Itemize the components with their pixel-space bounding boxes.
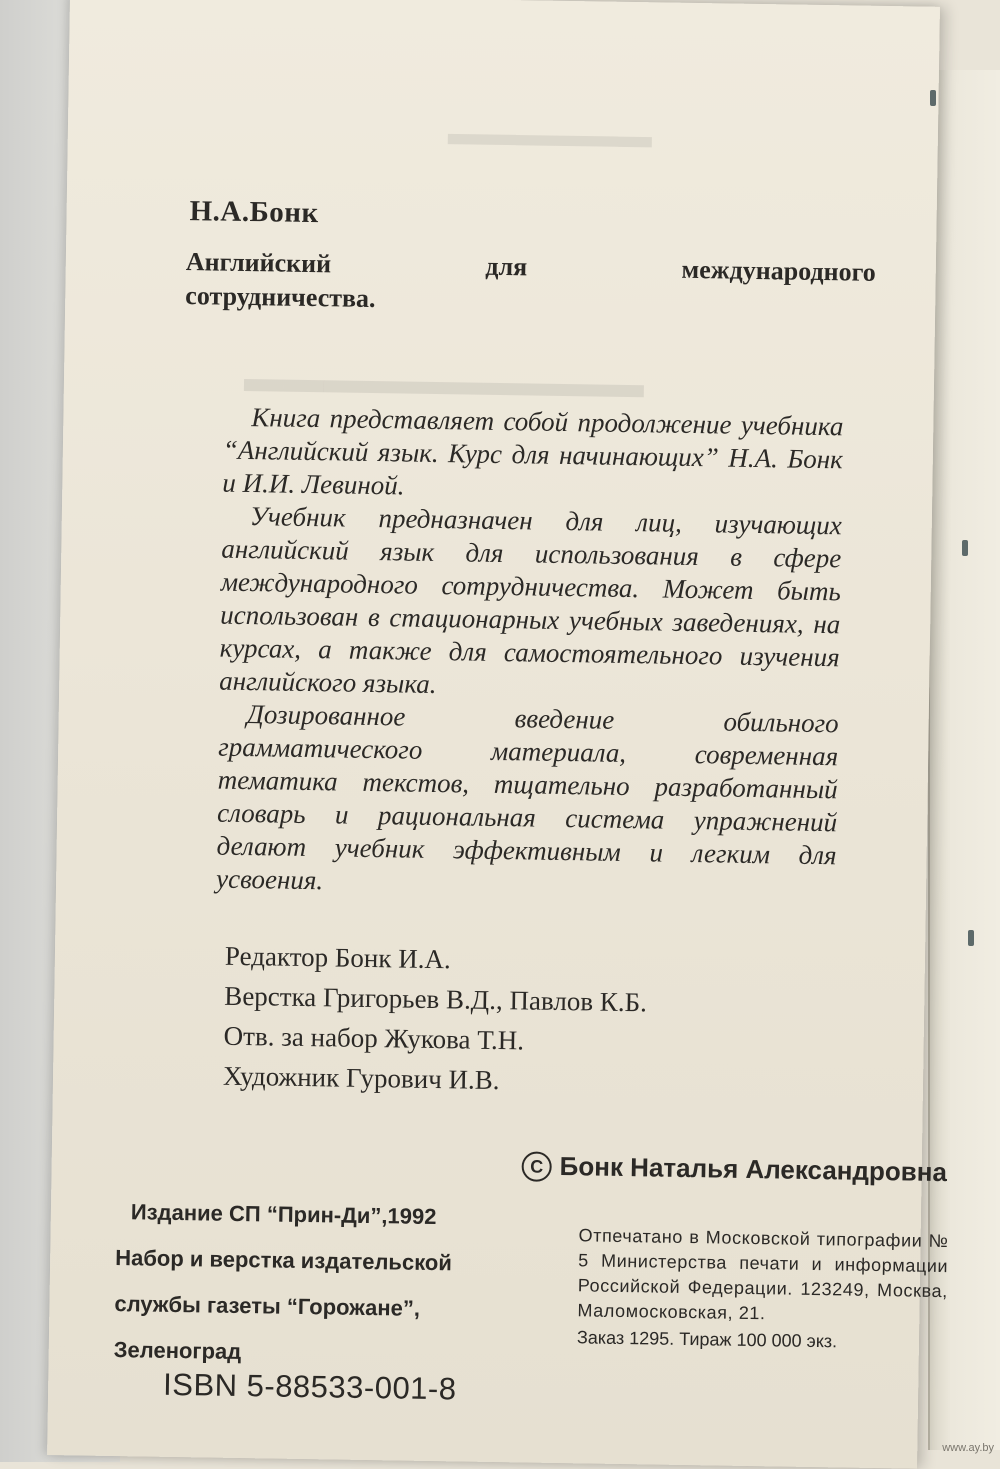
binding-mark [962, 540, 968, 556]
print-run: Заказ 1295. Тираж 100 000 экз. [576, 1327, 838, 1352]
watermark: www.ay.by [942, 1442, 994, 1454]
book-page [47, 0, 949, 1469]
credit-layout: Верстка Григорьев В.Д., Павлов К.Б. [224, 980, 648, 1018]
annotation-paragraph: Книга представляет собой продолжение учебника “Английский язык. Курс для начинающих” Н.А. Бонк и И.И. Левиной. [222, 402, 844, 501]
imprint-line: Набор и верстка издательской [115, 1245, 453, 1276]
credits-list [223, 936, 648, 1103]
annotation-paragraph: Учебник предназначен для лиц, изучающих английский язык для использования в сфере международного сотрудничества. Может быть использован в стационарных учебных заведениях, на курсах, а также для самостоятельного изучения английского языка. [219, 501, 843, 700]
credit-typesetting: Отв. за набор Жукова Т.Н. [223, 1020, 525, 1056]
show-through-decoration: ▬▬▬▬▬▬▬▬▬▬ [243, 355, 645, 407]
binding-mark [930, 90, 936, 106]
printing-info [577, 1223, 949, 1356]
copyright-notice [521, 1150, 947, 1188]
copyright-holder: Бонк Наталья Александровна [559, 1151, 948, 1188]
imprint-line: службы газеты “Горожане”, [114, 1291, 421, 1321]
printing-house: Отпечатано в Московской типографии № 5 Министерства печати и информации Российской Федерации. 123249, Москва, Маломосковская, 21. [577, 1225, 949, 1324]
annotation-paragraph: Дозированное введение обильного грамматического материала, современная тематика текстов, тщательно разработанный словарь и рациональная система упражнений делают учебник эффективным и легким для усвоения. [215, 699, 839, 896]
credit-artist: Художник Гурович И.В. [222, 1060, 500, 1096]
book-title [185, 245, 876, 324]
copyright-icon: C [521, 1151, 551, 1181]
imprint-line: Зеленоград [113, 1337, 242, 1365]
title-word: Английский [185, 247, 332, 279]
title-word: для [485, 251, 528, 282]
credit-editor: Редактор Бонк И.А. [224, 940, 451, 975]
title-line-2: сотрудничества. [185, 281, 376, 314]
author-name: Н.А.Бонк [189, 195, 319, 230]
imprint-line: Издание СП “Прин-Ди”,1992 [130, 1199, 437, 1230]
isbn: ISBN 5-88533-001-8 [162, 1366, 457, 1407]
show-through-decoration: ▬▬▬▬▬▬ [447, 114, 653, 156]
annotation-block [216, 401, 844, 906]
publisher-imprint [113, 1189, 476, 1379]
title-word: международного [681, 254, 876, 287]
binding-mark [968, 930, 974, 946]
